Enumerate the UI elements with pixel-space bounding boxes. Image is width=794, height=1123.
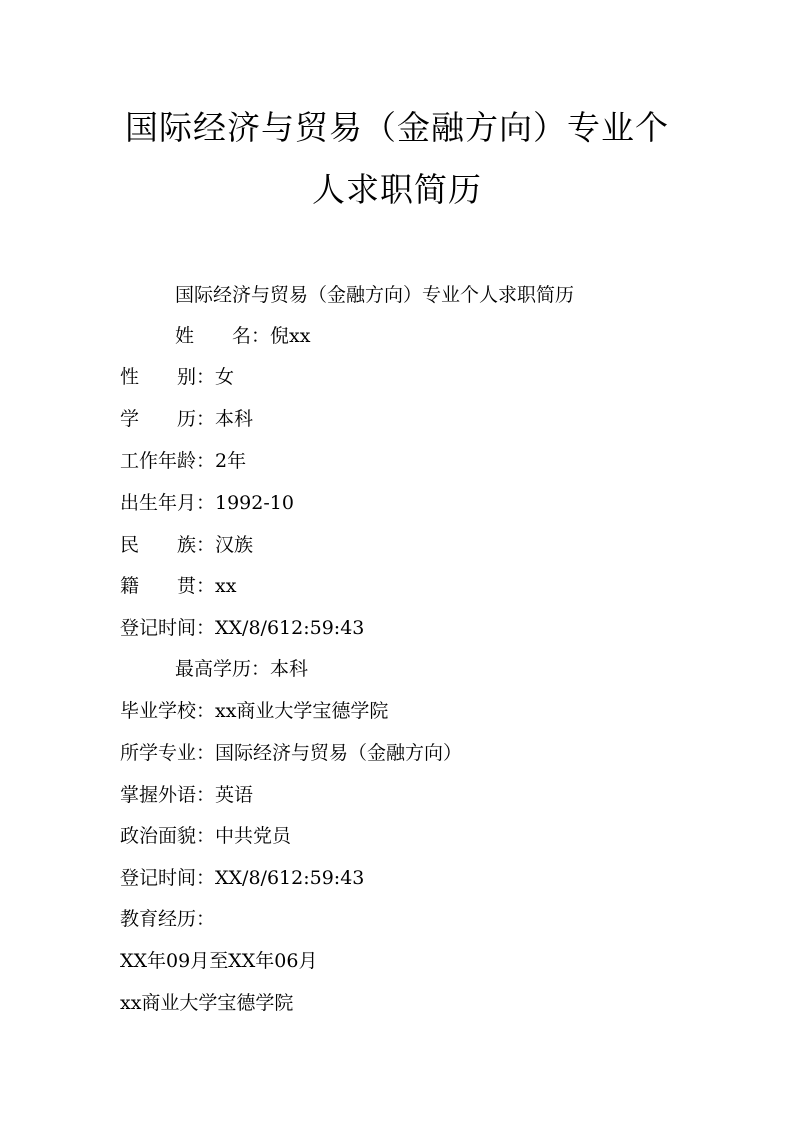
field-political-status: 政治面貌：中共党员	[120, 825, 292, 847]
field-ethnicity: 民 族：汉族	[120, 534, 254, 556]
education-period: XX年09月至XX年06月	[120, 950, 318, 972]
field-native-place: 籍 贯：xx	[120, 575, 237, 597]
field-gender: 性 别：女	[120, 366, 235, 388]
field-registration-time: 登记时间：XX/8/612:59:43	[120, 617, 365, 639]
field-work-years: 工作年龄：2年	[120, 450, 247, 472]
field-education: 学 历：本科	[120, 408, 254, 430]
field-registration-time-2: 登记时间：XX/8/612:59:43	[120, 867, 365, 889]
field-foreign-language: 掌握外语：英语	[120, 784, 254, 806]
field-graduate-school: 毕业学校：xx商业大学宝德学院	[120, 700, 389, 722]
field-major: 所学专业：国际经济与贸易（金融方向）	[120, 742, 463, 764]
education-history-label: 教育经历：	[120, 908, 216, 930]
field-birth-date: 出生年月：1992-10	[120, 492, 294, 514]
page-title-line-1: 国际经济与贸易（金融方向）专业个	[125, 108, 669, 147]
education-school: xx商业大学宝德学院	[120, 992, 294, 1014]
page-title-line-2: 人求职简历	[312, 170, 482, 209]
field-name: 姓 名：倪xx	[175, 325, 311, 347]
field-highest-education: 最高学历：本科	[175, 658, 309, 680]
document-heading: 国际经济与贸易（金融方向）专业个人求职简历	[175, 284, 575, 306]
